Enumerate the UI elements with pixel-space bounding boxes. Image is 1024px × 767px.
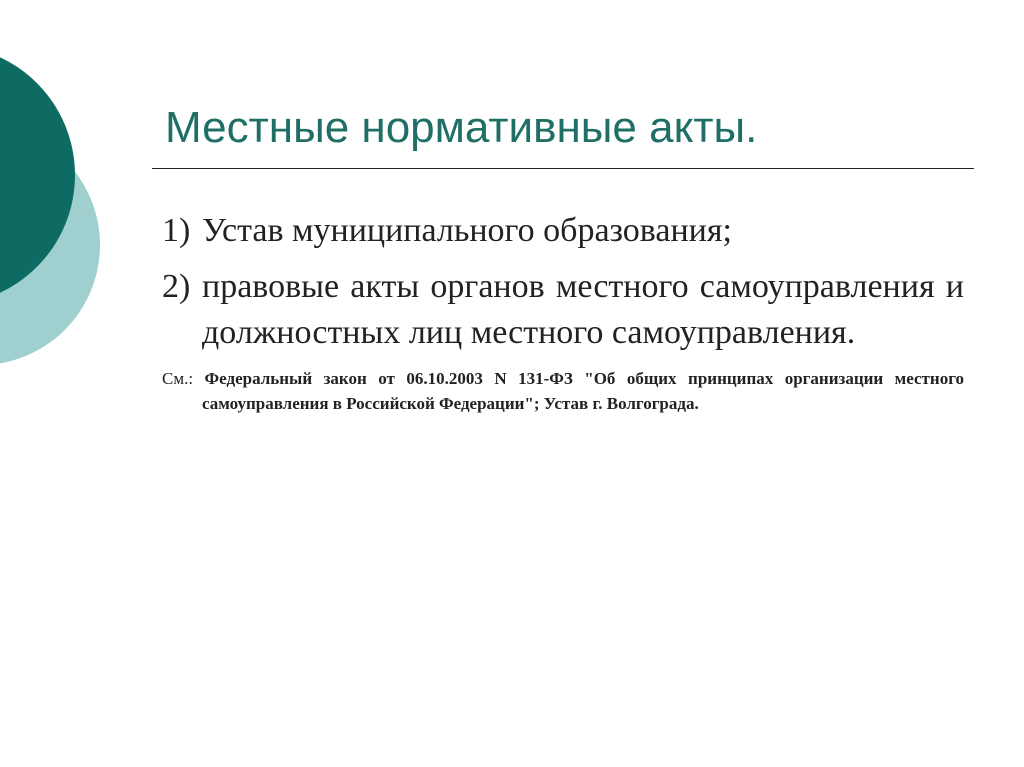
list-item-text: Устав муниципального образования; (202, 212, 732, 249)
reference-text: Федеральный закон от 06.10.2003 N 131-ФЗ "Об общих принципах организации местного самоуправления в Российской Федерации"; Устав г. Волгограда. (202, 369, 964, 413)
list-item (162, 264, 964, 356)
list-item (162, 208, 964, 254)
title-divider (152, 168, 974, 169)
reference-lead: См.: (162, 369, 205, 388)
list-item-number: 2) (162, 268, 191, 305)
decorative-circles (0, 0, 140, 420)
list-item-number: 1) (162, 212, 191, 249)
list-item-text: правовые акты органов местного самоуправления и должностных лиц местного самоуправления. (202, 268, 964, 351)
reference-note (162, 366, 964, 416)
slide-body (162, 208, 964, 416)
slide-title: Местные нормативные акты. (165, 103, 758, 152)
